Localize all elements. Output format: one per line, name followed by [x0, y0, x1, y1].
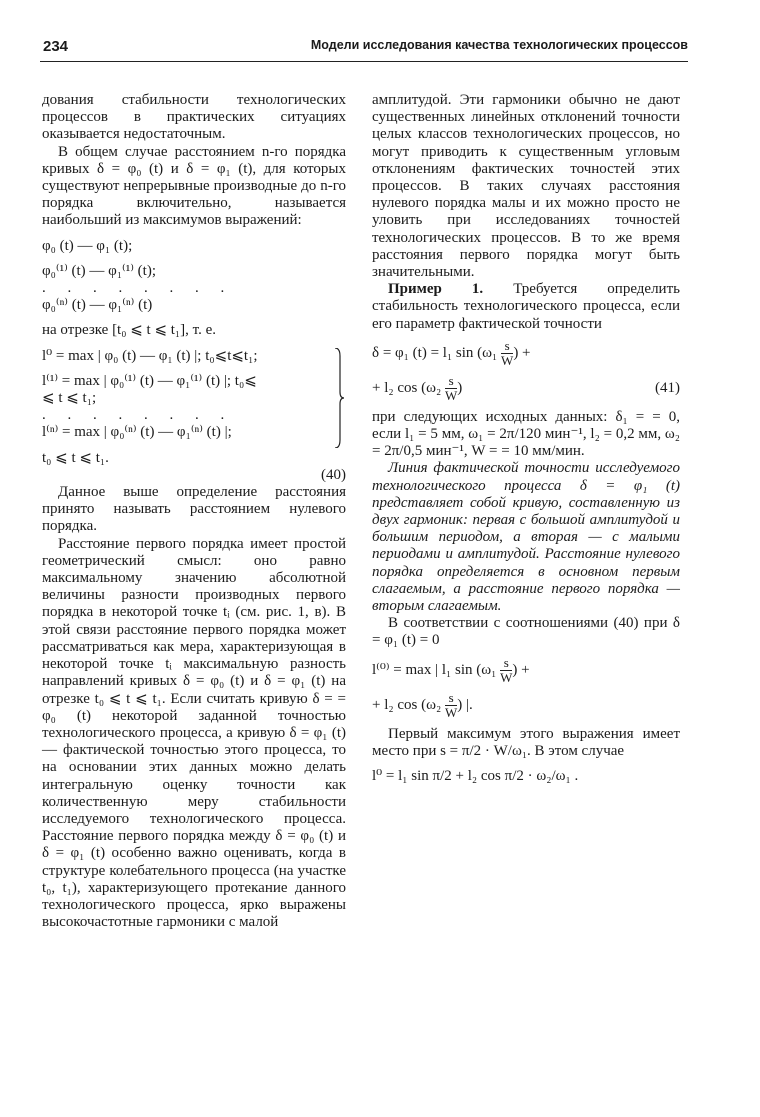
- formula-part: ) |.: [457, 696, 473, 713]
- left-column: [42, 92, 346, 931]
- formula-41-line2: [372, 374, 680, 403]
- denominator: W: [444, 704, 458, 720]
- equation-number-40: (40): [321, 466, 346, 483]
- paragraph: амплитудой. Эти гармоники обычно не дают существенных линейных отклонений точности целых классов технологических процессов, но могут приводить к существенным угловым отклонениям фактических точностей этих процессов. В таких случаях расстояния нулевого порядка малы и их можно просто не уловить при исследованиях точностей технологических процессов. В то же время расстояния первого порядка могут быть значительными.: [372, 92, 680, 281]
- denominator: W: [500, 669, 513, 685]
- system-line: l⁽ⁿ⁾ = max | φ₀⁽ⁿ⁾ (t) — φ₁⁽ⁿ⁾ (t) |;: [42, 424, 232, 441]
- expression: φ₀⁽ⁿ⁾ (t) — φ₁⁽ⁿ⁾ (t): [42, 297, 153, 314]
- paragraph: В соответствии с соотношениями (40) при δ = φ₁ (t) = 0: [372, 615, 680, 649]
- fraction: [500, 656, 512, 685]
- formula-part: δ = φ₁ (t) = l₁ sin (ω₁: [372, 344, 502, 361]
- numerator: s: [445, 691, 457, 706]
- fraction: [501, 339, 513, 368]
- formula-part: ) +: [512, 661, 530, 678]
- denominator: W: [501, 352, 514, 368]
- paragraph: Расстояние первого порядка имеет простой геометрический смысл: оно равно максимальному значению абсолютной величины разности производных первого порядка в некоторой точке tᵢ (см. рис. 1, в). В этой связи расстояние первого порядка может рассматриваться как мера, характеризующая в некоторой точке tᵢ максимальную разность направлений кривых δ = φ₀ (t) и δ = φ₁ (t) на отрезке t₀ ⩽ t ⩽ t₁. Если считать кривую δ = = φ₀ (t) некоторой заданной точностью технологического процесса, а кривую δ = φ₁ (t) — фактической точностью этого процесса, то на основании этих данных можно делать интегральную оценку точности как количественную меру стабильности исследуемого технологического процесса. Расстояние первого порядка между δ = φ₀ (t) и δ = φ₁ (t) особенно важно оценивать, когда в структуре колебательного процесса (на участке t₀, t₁), характеризующего протекание данного технологического процесса, ярко выражены высокочастотные гармоники с малой: [42, 535, 346, 931]
- formula-max-line1: [372, 656, 680, 685]
- paragraph: В общем случае расстоянием n-го порядка кривых δ = φ₀ (t) и δ = φ₁ (t), для которых существуют непрерывные производные до n-го порядка включительно, называется наибольший из максимумов выражений:: [42, 143, 346, 229]
- expression: φ₀ (t) — φ₁ (t);: [42, 237, 133, 254]
- fraction: [445, 374, 457, 403]
- right-brace: [334, 348, 344, 448]
- paragraph: Линия фактической точности исследуемого технологического процесса δ = φ₁ (t) представляет собой кривую, составленную из двух гармоник: первая с большой амплитудой и большим периодом, а вторая — с малыми периодами и амплитудой. Расстояние нулевого порядка определяется в основном первым слагаемым, а расстояние первого порядка — вторым слагаемым.: [372, 460, 680, 615]
- dots-row: . . . . . . . .: [42, 407, 234, 424]
- system-line: ⩽ t ⩽ t₁;: [42, 390, 97, 407]
- formula-part: + l₂ cos (ω₂: [372, 696, 445, 713]
- system-line: l⁰ = max | φ₀ (t) — φ₁ (t) |; t₀⩽t⩽t₁;: [42, 347, 258, 364]
- system-line: l⁽¹⁾ = max | φ₀⁽¹⁾ (t) — φ₁⁽¹⁾ (t) |; t₀⩽: [42, 372, 257, 389]
- paragraph: при следующих исходных данных: δ₁ = = 0, если l₁ = 5 мм, ω₁ = 2π/120 мин⁻¹, l₂ = 0,2 мм, ω₂ = 2π/0,5 мин⁻¹, W = = 10 мм/мин.: [372, 408, 680, 460]
- numerator: s: [500, 656, 512, 671]
- formula-max-line2: [372, 691, 680, 720]
- paragraph: Первый максимум этого выражения имеет место при s = π/2 · W/ω₁. В этом случае: [372, 725, 680, 759]
- header-rule: [40, 61, 688, 62]
- dots-row: . . . . . . . .: [42, 280, 234, 297]
- example-text: Требуется определить стабильность технологического процесса, если его параметр фактической точности: [372, 281, 680, 332]
- numerator: s: [501, 339, 513, 354]
- formula-part: ): [457, 379, 463, 396]
- right-column: [372, 92, 680, 785]
- paragraph: Данное выше определение расстояния принято называть расстоянием нулевого порядка.: [42, 484, 346, 535]
- formula-result: l⁰ = l₁ sin π/2 + l₂ cos π/2 · ω₂/ω₁ .: [372, 768, 579, 785]
- denominator: W: [444, 387, 458, 403]
- example-paragraph: [372, 281, 680, 333]
- running-title: Модели исследования качества технологических процессов: [310, 38, 688, 52]
- system-line: t₀ ⩽ t ⩽ t₁.: [42, 449, 109, 466]
- fraction: [445, 691, 457, 720]
- formula-41-line1: [372, 339, 680, 368]
- numerator: s: [445, 374, 457, 389]
- equation-number-41: (41): [655, 379, 680, 396]
- expression: φ₀⁽¹⁾ (t) — φ₁⁽¹⁾ (t);: [42, 262, 156, 279]
- formula-part: l⁽⁰⁾ = max | l₁ sin (ω₁: [372, 661, 501, 678]
- page-number: 234: [43, 38, 69, 55]
- example-label: Пример 1.: [388, 281, 484, 298]
- paragraph: дования стабильности технологических процессов в практических ситуациях оказывается недостаточным.: [42, 92, 346, 143]
- expression: на отрезке [t₀ ⩽ t ⩽ t₁], т. е.: [42, 322, 216, 339]
- formula-part: + l₂ cos (ω₂: [372, 379, 445, 396]
- formula-part: ) +: [513, 344, 531, 361]
- equation-system-40: [42, 348, 346, 467]
